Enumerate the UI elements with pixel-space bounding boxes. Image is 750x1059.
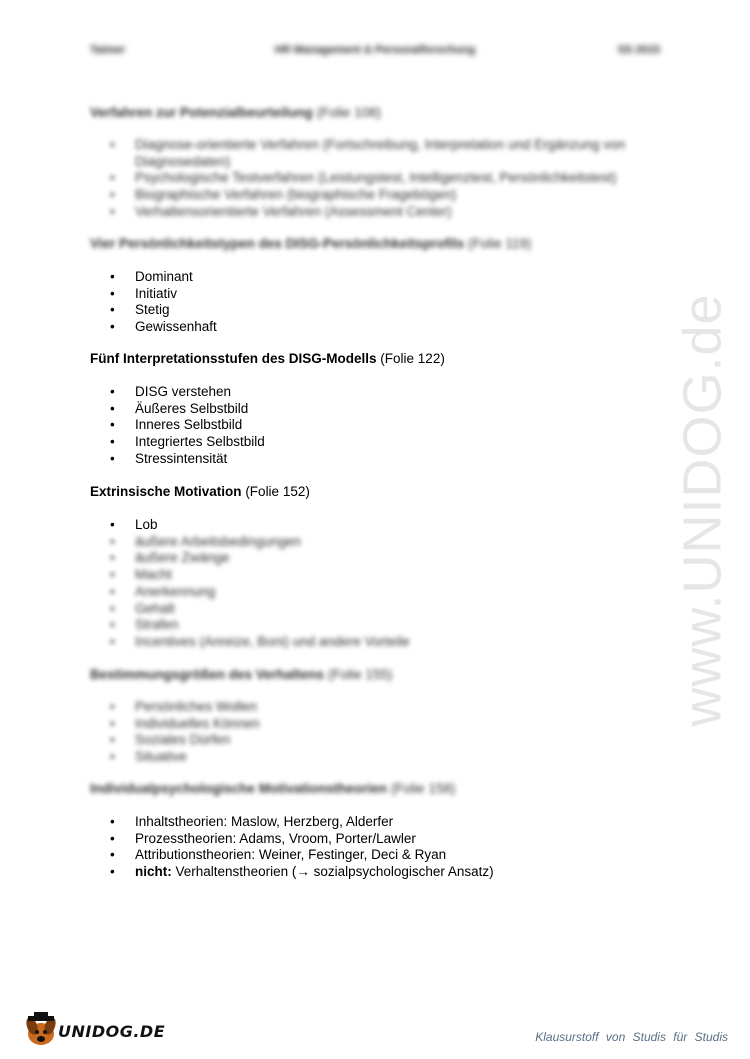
list-item: • Anerkennung bbox=[90, 584, 670, 601]
list-item: • Biographische Verfahren (biographische Fragebögen) bbox=[90, 187, 670, 204]
list-item-text: Verhaltenstheorien (→ sozialpsychologischer Ansatz) bbox=[175, 864, 494, 880]
list-item: • Dominant bbox=[90, 269, 670, 286]
bullet-list bbox=[90, 814, 670, 881]
list-item: • Psychologische Testverfahren (Leistungstest, Intelligenztest, Persönlichkeitstest) bbox=[90, 170, 670, 187]
footer-logo bbox=[22, 1012, 166, 1048]
section-heading: Fünf Interpretationsstufen des DISG-Modells (Folie 122) bbox=[90, 351, 445, 366]
list-item: • Prozesstheorien: Adams, Vroom, Porter/Lawler bbox=[90, 831, 670, 848]
section-heading: Extrinsische Motivation (Folie 152) bbox=[90, 484, 310, 499]
list-item: • Gewissenhaft bbox=[90, 319, 670, 336]
footer-tagline: Klausurstoff von Studis für Studis bbox=[535, 1030, 728, 1044]
watermark: www.UNIDOG.de bbox=[673, 293, 733, 727]
section-heading: Verfahren zur Potenzialbeurteilung (Folie 108) bbox=[90, 105, 382, 120]
emphasis-prefix: nicht: bbox=[135, 864, 172, 880]
list-item: • äußere Arbeitsbedingungen bbox=[90, 534, 670, 551]
list-item: • Soziales Dürfen bbox=[90, 732, 670, 749]
list-item: • Diagnose-orientierte Verfahren (Fortschreibung, Interpretation und Ergänzung von Diagnosedaten) bbox=[90, 137, 670, 170]
dog-icon bbox=[22, 1012, 60, 1048]
list-item bbox=[90, 864, 670, 881]
section-motivationstheorien bbox=[90, 780, 670, 881]
list-item: • Inhaltstheorien: Maslow, Herzberg, Alderfer bbox=[90, 814, 670, 831]
list-item: • DISG verstehen bbox=[90, 384, 670, 401]
page-header bbox=[90, 44, 660, 62]
list-item: • Initiativ bbox=[90, 286, 670, 303]
section-bestimmungsgroessen bbox=[90, 666, 670, 766]
list-item: • Inneres Selbstbild bbox=[90, 417, 670, 434]
section-heading: Bestimmungsgrößen des Verhaltens (Folie 155) bbox=[90, 667, 393, 682]
list-item: • Attributionstheorien: Weiner, Festinger, Deci & Ryan bbox=[90, 847, 670, 864]
list-item: • Individuelles Können bbox=[90, 716, 670, 733]
bullet-list bbox=[90, 269, 670, 336]
section-potenzialbeurteilung bbox=[90, 104, 670, 221]
list-item: • äußere Zwänge bbox=[90, 550, 670, 567]
bullet-list bbox=[90, 517, 670, 651]
logo-text: UNIDOG.DE bbox=[58, 1022, 166, 1041]
list-item: • Persönliches Wollen bbox=[90, 699, 670, 716]
list-item: • Äußeres Selbstbild bbox=[90, 401, 670, 418]
bullet-list bbox=[90, 699, 670, 766]
header-semester: SS 2015 bbox=[617, 44, 660, 56]
bullet-list bbox=[90, 137, 670, 221]
section-extrinsische-motivation bbox=[90, 483, 670, 651]
section-disg-typen bbox=[90, 235, 670, 336]
bullet-list bbox=[90, 384, 670, 468]
list-item: • Stressintensität bbox=[90, 451, 670, 468]
list-item: • Macht bbox=[90, 567, 670, 584]
list-item: • Verhaltensorientierte Verfahren (Assessment Center) bbox=[90, 204, 670, 221]
list-item: • Situative bbox=[90, 749, 670, 766]
header-title: HR Management & Personalforschung bbox=[274, 44, 476, 56]
list-item: • Lob bbox=[90, 517, 670, 534]
list-item: • Incentives (Anreize, Boni) und andere Vorteile bbox=[90, 634, 670, 651]
list-item: • Strafen bbox=[90, 617, 670, 634]
section-disg-interpretationsstufen bbox=[90, 350, 670, 468]
list-item: • Integriertes Selbstbild bbox=[90, 434, 670, 451]
list-item: • Stetig bbox=[90, 302, 670, 319]
section-heading: Individualpsychologische Motivationstheorien (Folie 158) bbox=[90, 781, 456, 796]
list-item: • Gehalt bbox=[90, 601, 670, 618]
header-author: Taimer bbox=[90, 44, 126, 56]
section-heading: Vier Persönlichkeitstypen des DISG-Persönlichkeitsprofils (Folie 119) bbox=[90, 236, 532, 251]
